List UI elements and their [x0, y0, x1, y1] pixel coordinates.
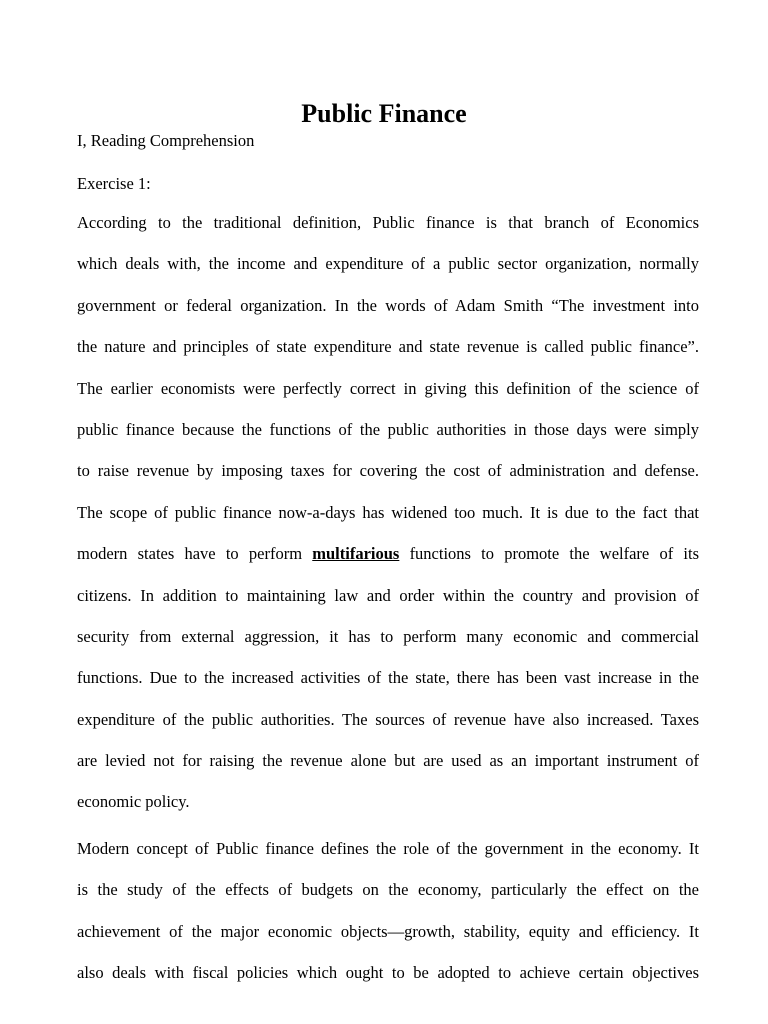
text-line: public finance because the functions of the public authorities in those days were simply — [77, 419, 699, 439]
text-line: to raise revenue by imposing taxes for covering the cost of administration and defense. — [77, 461, 699, 481]
text-line: also deals with fiscal policies which ought to be adopted to achieve certain objectives — [77, 963, 699, 983]
page-title: Public Finance — [301, 99, 467, 128]
section-heading: I, Reading Comprehension — [77, 131, 255, 150]
paragraph-1 — [77, 213, 699, 834]
text-line: economic policy. — [77, 792, 190, 812]
text-line: security from external aggression, it has to perform many economic and commercial — [77, 626, 699, 646]
text-line: functions. Due to the increased activities of the state, there has been vast increase in the — [77, 668, 699, 688]
line-suffix: functions to promote the welfare of its — [409, 544, 699, 564]
paragraph-2 — [77, 839, 699, 1005]
text-line: citizens. In addition to maintaining law and order within the country and provision of — [77, 585, 699, 605]
text-line: The earlier economists were perfectly correct in giving this definition of the science of — [77, 378, 699, 398]
text-line: The scope of public finance now-a-days has widened too much. It is due to the fact that — [77, 502, 699, 522]
text-line-with-keyword — [77, 544, 699, 585]
keyword-multifarious: multifarious — [312, 544, 400, 564]
exercise-label: Exercise 1: — [77, 174, 151, 193]
text-line: the nature and principles of state expenditure and state revenue is called public finance”. — [77, 337, 699, 357]
text-line: achievement of the major economic objects—growth, stability, equity and efficiency. It — [77, 921, 699, 941]
text-line: Modern concept of Public finance defines the role of the government in the economy. It — [77, 839, 699, 858]
text-line: government or federal organization. In the words of Adam Smith “The investment into — [77, 295, 699, 315]
text-line: which deals with, the income and expenditure of a public sector organization, normally — [77, 254, 699, 274]
line-prefix: modern states have to perform — [77, 544, 303, 564]
text-line: is the study of the effects of budgets on the economy, particularly the effect on the — [77, 880, 699, 900]
text-line: According to the traditional definition, Public finance is that branch of Economics — [77, 213, 699, 232]
text-line: expenditure of the public authorities. The sources of revenue have also increased. Taxes — [77, 709, 699, 729]
text-line: are levied not for raising the revenue alone but are used as an important instrument of — [77, 751, 699, 771]
